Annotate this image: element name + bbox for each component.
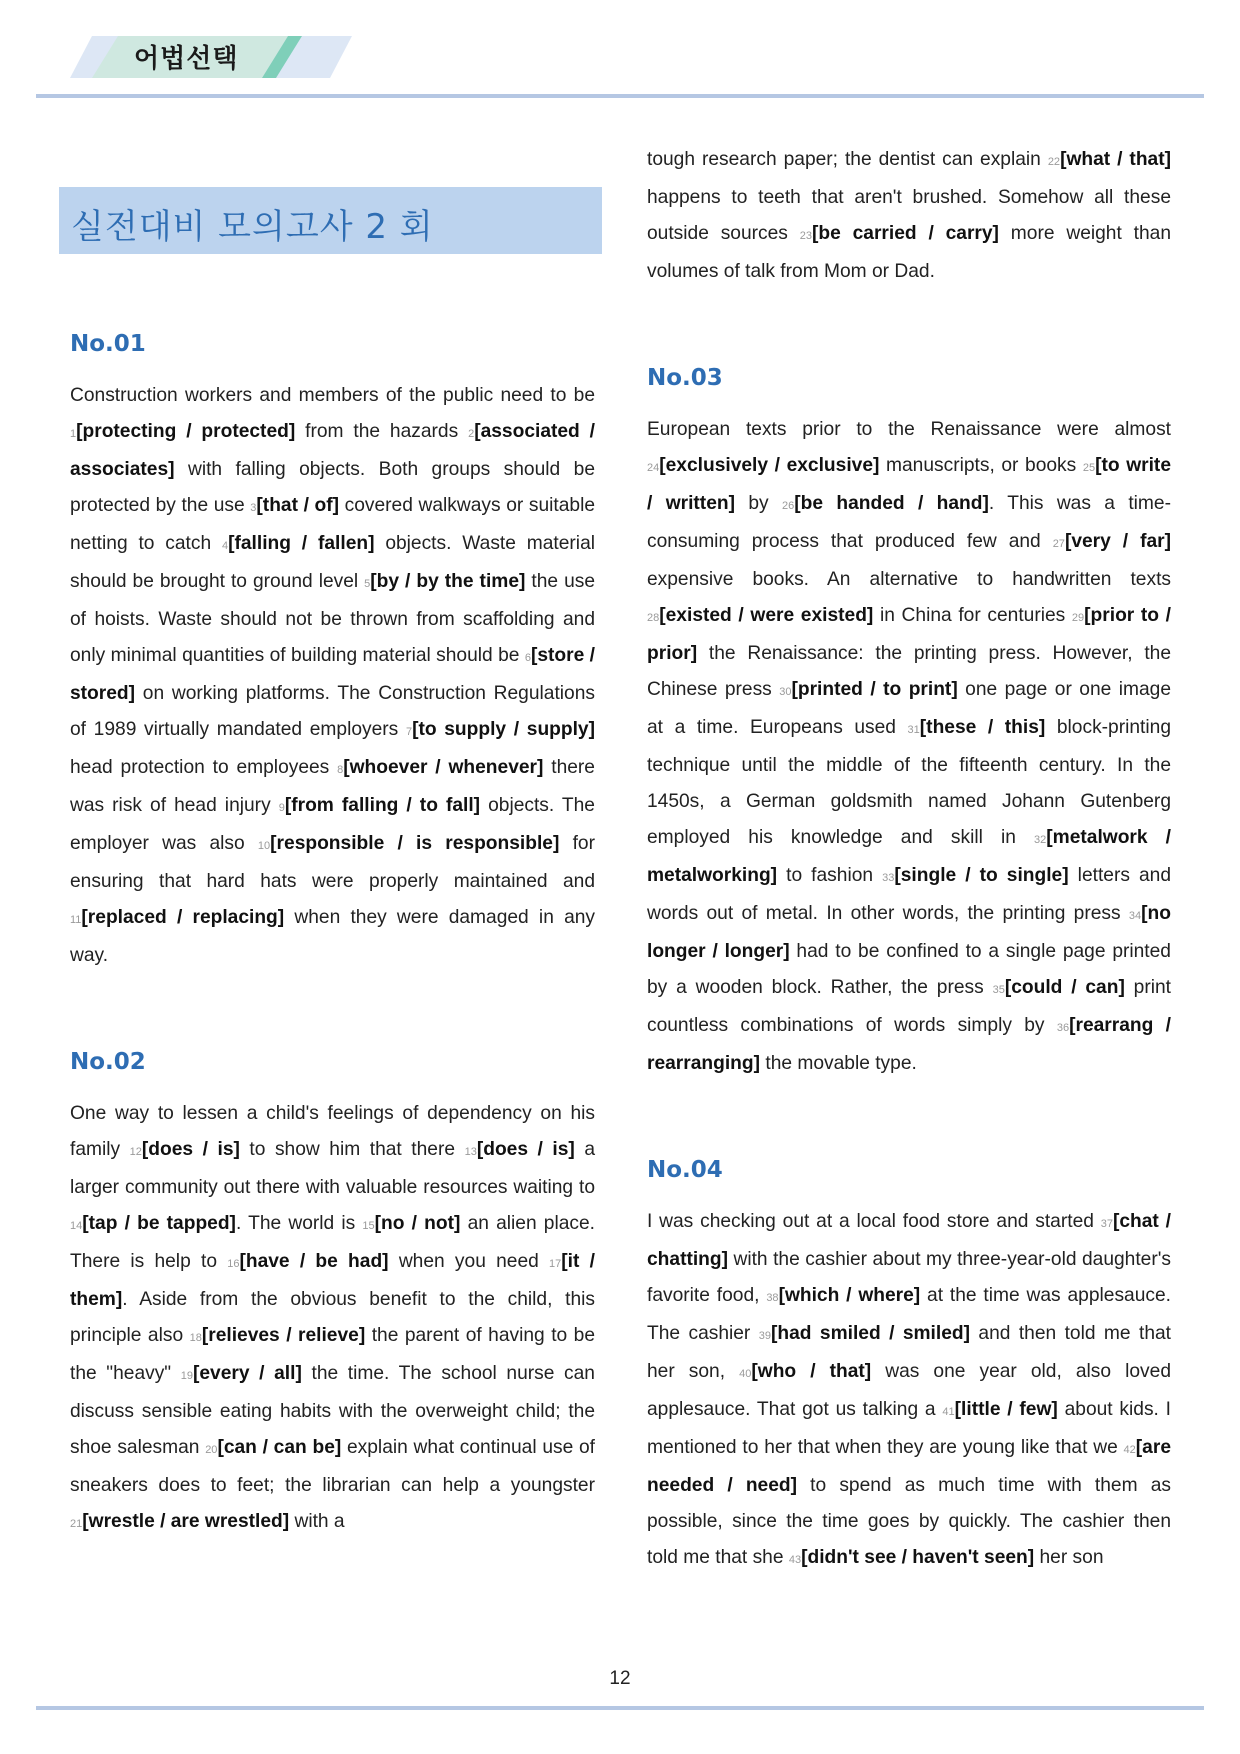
blank-number: 36 (1056, 1022, 1070, 1034)
blank-number: 25 (1082, 462, 1096, 474)
choice-31: [these / this] (919, 717, 1046, 738)
passage-text: to spend as much time with them as possible, since the time goes by quickly. The cashier then told me that she (647, 1475, 1172, 1568)
blank-number: 38 (766, 1292, 779, 1304)
choice-23: [be carried / carry] (811, 223, 999, 244)
passage-text: the parent of having to be the "heavy" (70, 1325, 596, 1384)
passage-text: to fashion (777, 865, 883, 886)
choice-36: [rearrang / rearranging] (647, 1015, 1171, 1074)
page-number: 12 (609, 1668, 631, 1689)
blank-number: 24 (647, 462, 660, 474)
blank-number: 20 (205, 1444, 218, 1456)
choice-32: [metalwork / metalworking] (647, 827, 1171, 886)
passage-text: with the cashier about my three-year-old daughter's favorite food, (647, 1249, 1171, 1306)
choice-16: [have / be had] (239, 1251, 389, 1272)
passage-text: on working platforms. The Construction Regulations of 1989 virtually mandated employers (70, 683, 595, 740)
question-heading-02: No.02 (70, 1049, 146, 1075)
passage-text: from the hazards (295, 421, 469, 442)
header-rule (36, 94, 1204, 98)
passage-text: when they were damaged in any way. (70, 907, 596, 966)
passage-text: with falling objects. Both groups should be protected by the use (70, 459, 595, 516)
passage-text: I was checking out at a local food store and started (647, 1211, 1101, 1232)
choice-30: [printed / to print] (791, 679, 958, 700)
choice-42: [are needed / need] (647, 1437, 1171, 1496)
passage-text: in China for centuries (873, 605, 1072, 626)
passage-text: expensive books. An alternative to handwritten texts (647, 569, 1171, 590)
left-column (70, 322, 595, 1542)
passage-text: covered walkways or suitable netting to catch (70, 495, 595, 554)
passage-text: European texts prior to the Renaissance were almost (647, 419, 1171, 440)
right-column (647, 142, 1171, 1578)
passage-text: the time. The school nurse can discuss sensible eating habits with the overweight child; the shoe salesman (70, 1363, 595, 1458)
passage-text: One way to lessen a child's feelings of dependency on his family (70, 1103, 595, 1160)
choice-13: [does / is] (476, 1139, 575, 1160)
passage-text: objects. The employer was also (70, 795, 595, 854)
choice-20: [can / can be] (217, 1437, 342, 1458)
blank-number: 17 (549, 1258, 562, 1270)
blank-number: 11 (70, 914, 82, 926)
blank-number: 43 (788, 1554, 802, 1566)
choice-8: [whoever / whenever] (343, 757, 544, 778)
passage-text: manuscripts, or books (879, 455, 1083, 476)
passage-text: a larger community out there with valuable resources waiting to (70, 1139, 596, 1198)
question-heading-01: No.01 (70, 331, 146, 357)
choice-6: [store / stored] (70, 645, 595, 704)
choice-43: [didn't see / haven't seen] (801, 1547, 1035, 1568)
passage-text: more weight than volumes of talk from Mom or Dad. (647, 223, 1171, 282)
choice-11: [replaced / replacing] (81, 907, 285, 928)
passage-text: for ensuring that hard hats were properly maintained and (70, 833, 595, 892)
choice-35: [could / can] (1004, 977, 1125, 998)
blank-number: 3 (250, 502, 257, 514)
passage-text: her son (1034, 1547, 1104, 1568)
blank-number: 31 (907, 724, 920, 736)
blank-number: 29 (1071, 612, 1085, 624)
choice-4: [falling / fallen] (228, 533, 375, 554)
passage-text: there was risk of head injury (70, 757, 595, 816)
passage-text: when you need (388, 1251, 550, 1272)
passage-text: to show him that there (239, 1139, 465, 1160)
choice-38: [which / where] (778, 1285, 921, 1306)
blank-number: 26 (781, 500, 795, 512)
passage-text: block-printing technique until the middle of the fifteenth century. In the 1450s, a German goldsmith named Johann Gutenberg employed his knowledge and skill in (647, 717, 1171, 848)
blank-number: 22 (1047, 156, 1061, 168)
choice-28: [existed / were existed] (659, 605, 874, 626)
question-heading-03: No.03 (647, 365, 723, 391)
blank-number: 41 (942, 1406, 955, 1418)
choice-39: [had smiled / smiled] (770, 1323, 970, 1344)
choice-2: [associated / associates] (70, 421, 595, 480)
footer-rule (36, 1706, 1204, 1710)
choice-12: [does / is] (141, 1139, 240, 1160)
passage-text: and then told me that her son, (647, 1323, 1171, 1382)
choice-29: [prior to / prior] (647, 605, 1172, 664)
blank-number: 1 (70, 428, 77, 440)
blank-number: 16 (227, 1258, 240, 1270)
blank-number: 15 (362, 1220, 375, 1232)
blank-number: 34 (1128, 910, 1142, 922)
blank-number: 6 (524, 652, 531, 664)
blank-number: 14 (70, 1220, 83, 1232)
blank-number: 42 (1123, 1444, 1136, 1456)
passage-text: print countless combinations of words simply by (647, 977, 1172, 1036)
choice-25: [to write / written] (647, 455, 1171, 514)
passage-text: about kids. I mentioned to her that when they are young like that we (647, 1399, 1171, 1458)
blank-number: 27 (1052, 538, 1065, 550)
question-text-02-continued (647, 142, 1171, 290)
passage-text: objects. Waste material should be brought to ground level (70, 533, 596, 592)
exam-title-box (59, 187, 602, 254)
choice-7: [to supply / supply] (412, 719, 595, 740)
choice-3: [that / of] (256, 495, 340, 516)
choice-21: [wrestle / are wrestled] (82, 1511, 290, 1532)
passage-text: at the time was applesauce. The cashier (647, 1285, 1171, 1344)
blank-number: 7 (405, 726, 413, 738)
choice-27: [very / far] (1064, 531, 1171, 552)
passage-text: the Renaissance: the printing press. However, the Chinese press (647, 643, 1171, 700)
choice-24: [exclusively / exclusive] (659, 455, 880, 476)
blank-number: 4 (221, 540, 229, 552)
passage-text: happens to teeth that aren't brushed. Somehow all these outside sources (647, 187, 1171, 244)
passage-text: Construction workers and members of the public need to be (70, 385, 595, 406)
choice-18: [relieves / relieve] (201, 1325, 366, 1346)
blank-number: 33 (882, 872, 895, 884)
blank-number: 40 (739, 1368, 752, 1380)
choice-19: [every / all] (193, 1363, 302, 1384)
blank-number: 2 (468, 428, 475, 440)
choice-15: [no / not] (374, 1213, 461, 1234)
passage-text: . Aside from the obvious benefit to the child, this principle also (70, 1289, 595, 1346)
passage-text: an alien place. There is help to (70, 1213, 595, 1272)
choice-5: [by / by the time] (370, 571, 526, 592)
exam-title: 실전대비 모의고사 2 회 (71, 207, 434, 247)
choice-26: [be handed / hand] (794, 493, 989, 514)
passage-text: had to be confined to a single page printed by a wooden block. Rather, the press (647, 941, 1171, 998)
blank-number: 39 (758, 1330, 771, 1342)
section-title: 어법선택 (134, 44, 239, 74)
passage-text: the use of hoists. Waste should not be thrown from scaffolding and only minimal quantities of building material should be (70, 571, 596, 666)
question-heading-04: No.04 (647, 1157, 723, 1183)
choice-9: [from falling / to fall] (284, 795, 481, 816)
choice-1: [protecting / protected] (76, 421, 296, 442)
choice-41: [little / few] (954, 1399, 1058, 1420)
blank-number: 21 (70, 1518, 83, 1530)
passage-text: the movable type. (760, 1053, 917, 1074)
choice-40: [who / that] (751, 1361, 872, 1382)
passage-text: by (734, 493, 782, 514)
blank-number: 9 (278, 802, 285, 814)
passage-text: . This was a time-consuming process that produced few and (647, 493, 1171, 552)
blank-number: 28 (647, 612, 660, 624)
choice-17: [it / them] (70, 1251, 595, 1310)
blank-number: 18 (189, 1332, 202, 1344)
blank-number: 30 (779, 686, 792, 698)
passage-text: tough research paper; the dentist can explain (647, 149, 1048, 170)
question-text-04 (647, 1204, 1171, 1578)
blank-number: 8 (337, 764, 344, 776)
passage-text: explain what continual use of sneakers does to feet; the librarian can help a youngster (70, 1437, 595, 1496)
blank-number: 23 (799, 230, 812, 242)
blank-number: 19 (180, 1370, 193, 1382)
passage-text: was one year old, also loved applesauce. That got us talking a (647, 1361, 1171, 1420)
blank-number: 10 (257, 840, 271, 852)
question-text-01 (70, 378, 595, 974)
passage-text: head protection to employees (70, 757, 338, 778)
passage-text: with a (289, 1511, 345, 1532)
blank-number: 12 (129, 1146, 142, 1158)
passage-text: . The world is (235, 1213, 363, 1234)
blank-number: 13 (464, 1146, 477, 1158)
blank-number: 5 (364, 578, 371, 590)
choice-33: [single / to single] (894, 865, 1069, 886)
choice-14: [tap / be tapped] (82, 1213, 236, 1234)
choice-37: [chat / chatting] (647, 1211, 1171, 1270)
choice-22: [what / that] (1060, 149, 1171, 170)
choice-34: [no longer / longer] (647, 903, 1171, 962)
passage-text: one page or one image at a time. Europeans used (647, 679, 1172, 738)
choice-10: [responsible / is responsible] (270, 833, 560, 854)
passage-text: letters and words out of metal. In other words, the printing press (647, 865, 1171, 924)
blank-number: 32 (1034, 834, 1047, 846)
question-text-02 (70, 1096, 595, 1542)
blank-number: 35 (992, 984, 1005, 996)
question-text-03 (647, 412, 1171, 1082)
section-tab (62, 28, 362, 84)
blank-number: 37 (1100, 1218, 1113, 1230)
